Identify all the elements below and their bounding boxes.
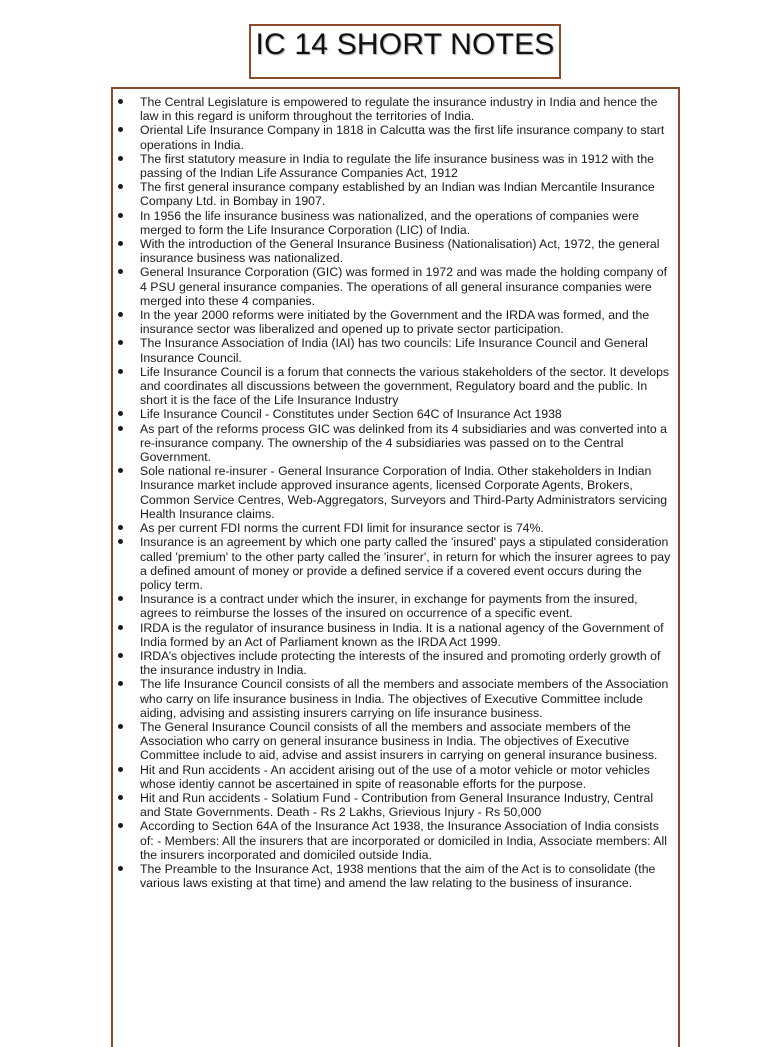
note-item <box>113 336 678 364</box>
note-item <box>113 209 678 237</box>
bullet-icon <box>118 312 123 317</box>
note-item <box>113 649 678 677</box>
note-item <box>113 791 678 819</box>
note-text: General Insurance Corporation (GIC) was formed in 1972 and was made the holding company of 4 PSU general insurance companies. The operations of all general insurance companies were merged into these 4 companies. <box>140 265 668 308</box>
note-text: In the year 2000 reforms were initiated by the Government and the IRDA was formed, and the insurance sector was liberalized and opened up to private sector participation. <box>140 308 650 337</box>
note-text: In 1956 the life insurance business was nationalized, and the operations of companies were merged to form the Life Insurance Corporation (LIC) of India. <box>140 208 640 237</box>
note-item <box>113 464 678 521</box>
bullet-icon <box>118 369 123 374</box>
note-text: IRDA’s objectives include protecting the interests of the insured and promoting orderly growth of the insurance industry in India. <box>140 648 661 678</box>
document-title: IC 14 SHORT NOTES <box>255 28 555 61</box>
note-item <box>113 677 678 720</box>
note-item <box>113 95 678 123</box>
note-text: With the introduction of the General Insurance Business (Nationalisation) Act, 1972, the general insurance business was nationalized. <box>140 237 660 266</box>
bullet-icon <box>118 213 123 218</box>
note-text: As per current FDI norms the current FDI limit for insurance sector is 74%. <box>140 521 544 536</box>
bullet-icon <box>118 866 123 871</box>
note-text: Oriental Life Insurance Company in 1818 in Calcutta was the first life insurance company to start operations in India. <box>140 123 665 152</box>
note-item <box>113 621 678 649</box>
bullet-icon <box>118 269 123 274</box>
bullet-icon <box>118 468 123 473</box>
note-text: The Insurance Association of India (IAI) has two councils: Life Insurance Council and General Insurance Council. <box>140 336 648 365</box>
note-item <box>113 123 678 151</box>
note-item <box>113 720 678 763</box>
note-item <box>113 180 678 208</box>
note-text: The Preamble to the Insurance Act, 1938 mentions that the aim of the Act is to consolidate (the various laws existing at that time) and amend the law relating to the business of insurance. <box>140 861 656 891</box>
notes-list <box>113 89 678 890</box>
note-text: Life Insurance Council is a forum that connects the various stakeholders of the sector. It develops and coordinates all discussions between the government, Regulatory board and the public. In short it is the face of the Life Insurance Industry <box>140 364 670 408</box>
note-text: Insurance is an agreement by which one party called the 'insured' pays a stipulated consideration called 'premium' to the other party called the 'insurer', in return for which the insurer agrees to pay a defined amount of money or provide a defined service if a covered event occurs during the policy term. <box>140 535 671 592</box>
note-item <box>113 819 678 862</box>
bullet-icon <box>118 156 123 161</box>
bullet-icon <box>118 653 123 658</box>
bullet-icon <box>118 795 123 800</box>
note-item <box>113 237 678 265</box>
bullet-icon <box>118 127 123 132</box>
bullet-icon <box>118 625 123 630</box>
note-text: Sole national re-insurer - General Insurance Corporation of India. Other stakeholders in Indian Insurance market include approved insurance agents, licensed Corporate Agents, Brokers, Common Service Centres, Web-Aggregators, Surveyors and Third-Party Administrators servicing Health Insurance claims. <box>140 464 668 521</box>
bullet-icon <box>118 539 123 544</box>
note-text: The life Insurance Council consists of all the members and associate members of the Association who carry on life insurance business in India. The objectives of Executive Committee include aiding, advising and assisting insurers carrying on life insurance business. <box>140 677 669 720</box>
note-text: The Central Legislature is empowered to regulate the insurance industry in India and hence the law in this regard is uniform throughout the territories of India. <box>140 95 658 124</box>
note-item <box>113 592 678 620</box>
note-item <box>113 265 678 308</box>
note-item <box>113 521 678 535</box>
note-text: The General Insurance Council consists of all the members and associate members of the Association who carry on general insurance business in India. The objectives of Executive Committee include to aid, advise and assist insurers in carrying on general insurance business. <box>140 719 658 763</box>
note-item <box>113 308 678 336</box>
note-item <box>113 763 678 791</box>
bullet-icon <box>118 767 123 772</box>
notes-box <box>111 87 680 1047</box>
note-item <box>113 535 678 592</box>
note-text: Hit and Run accidents - Solatium Fund - Contribution from General Insurance Industry, Central and State Governments. Death - Rs 2 Lakhs, Grievious Injury - Rs 50,000 <box>140 790 654 820</box>
bullet-icon <box>118 681 123 686</box>
note-text: As part of the reforms process GIC was delinked from its 4 subsidiaries and was converted into a re-insurance company. The ownership of the 4 subsidiaries was passed on to the Central Government. <box>140 421 667 465</box>
note-text: According to Section 64A of the Insurance Act 1938, the Insurance Association of India consists of: - Members: All the insurers that are incorporated or domiciled in India, Associate members: All the insurers incorporated and domiciled outside India. <box>140 819 667 862</box>
bullet-icon <box>118 426 123 431</box>
bullet-icon <box>118 525 123 530</box>
note-text: Insurance is a contract under which the insurer, in exchange for payments from the insured, agrees to reimburse the losses of the insured on occurrence of a specific event. <box>140 592 638 621</box>
note-item <box>113 862 678 890</box>
bullet-icon <box>118 411 123 416</box>
note-item <box>113 422 678 465</box>
note-text: Hit and Run accidents - An accident arising out of the use of a motor vehicle or motor vehicles whose identiy cannot be ascertained in spite of reasonable efforts for the purpose. <box>140 762 650 791</box>
title-box <box>249 24 561 79</box>
bullet-icon <box>118 823 123 828</box>
bullet-icon <box>118 241 123 246</box>
bullet-icon <box>118 184 123 189</box>
bullet-icon <box>118 99 123 104</box>
note-text: IRDA is the regulator of insurance business in India. It is a national agency of the Government of India formed by an Act of Parliament known as the IRDA Act 1999. <box>140 620 664 649</box>
note-text: The first statutory measure in India to regulate the life insurance business was in 1912 with the passing of the Indian Life Assurance Companies Act, 1912 <box>140 151 655 181</box>
note-item <box>113 152 678 180</box>
bullet-icon <box>118 340 123 345</box>
note-text: Life Insurance Council - Constitutes under Section 64C of Insurance Act 1938 <box>140 407 562 422</box>
bullet-icon <box>118 724 123 729</box>
note-item <box>113 365 678 408</box>
note-item <box>113 407 678 421</box>
note-text: The first general insurance company established by an Indian was Indian Mercantile Insurance Company Ltd. in Bombay in 1907. <box>140 180 655 209</box>
bullet-icon <box>118 596 123 601</box>
